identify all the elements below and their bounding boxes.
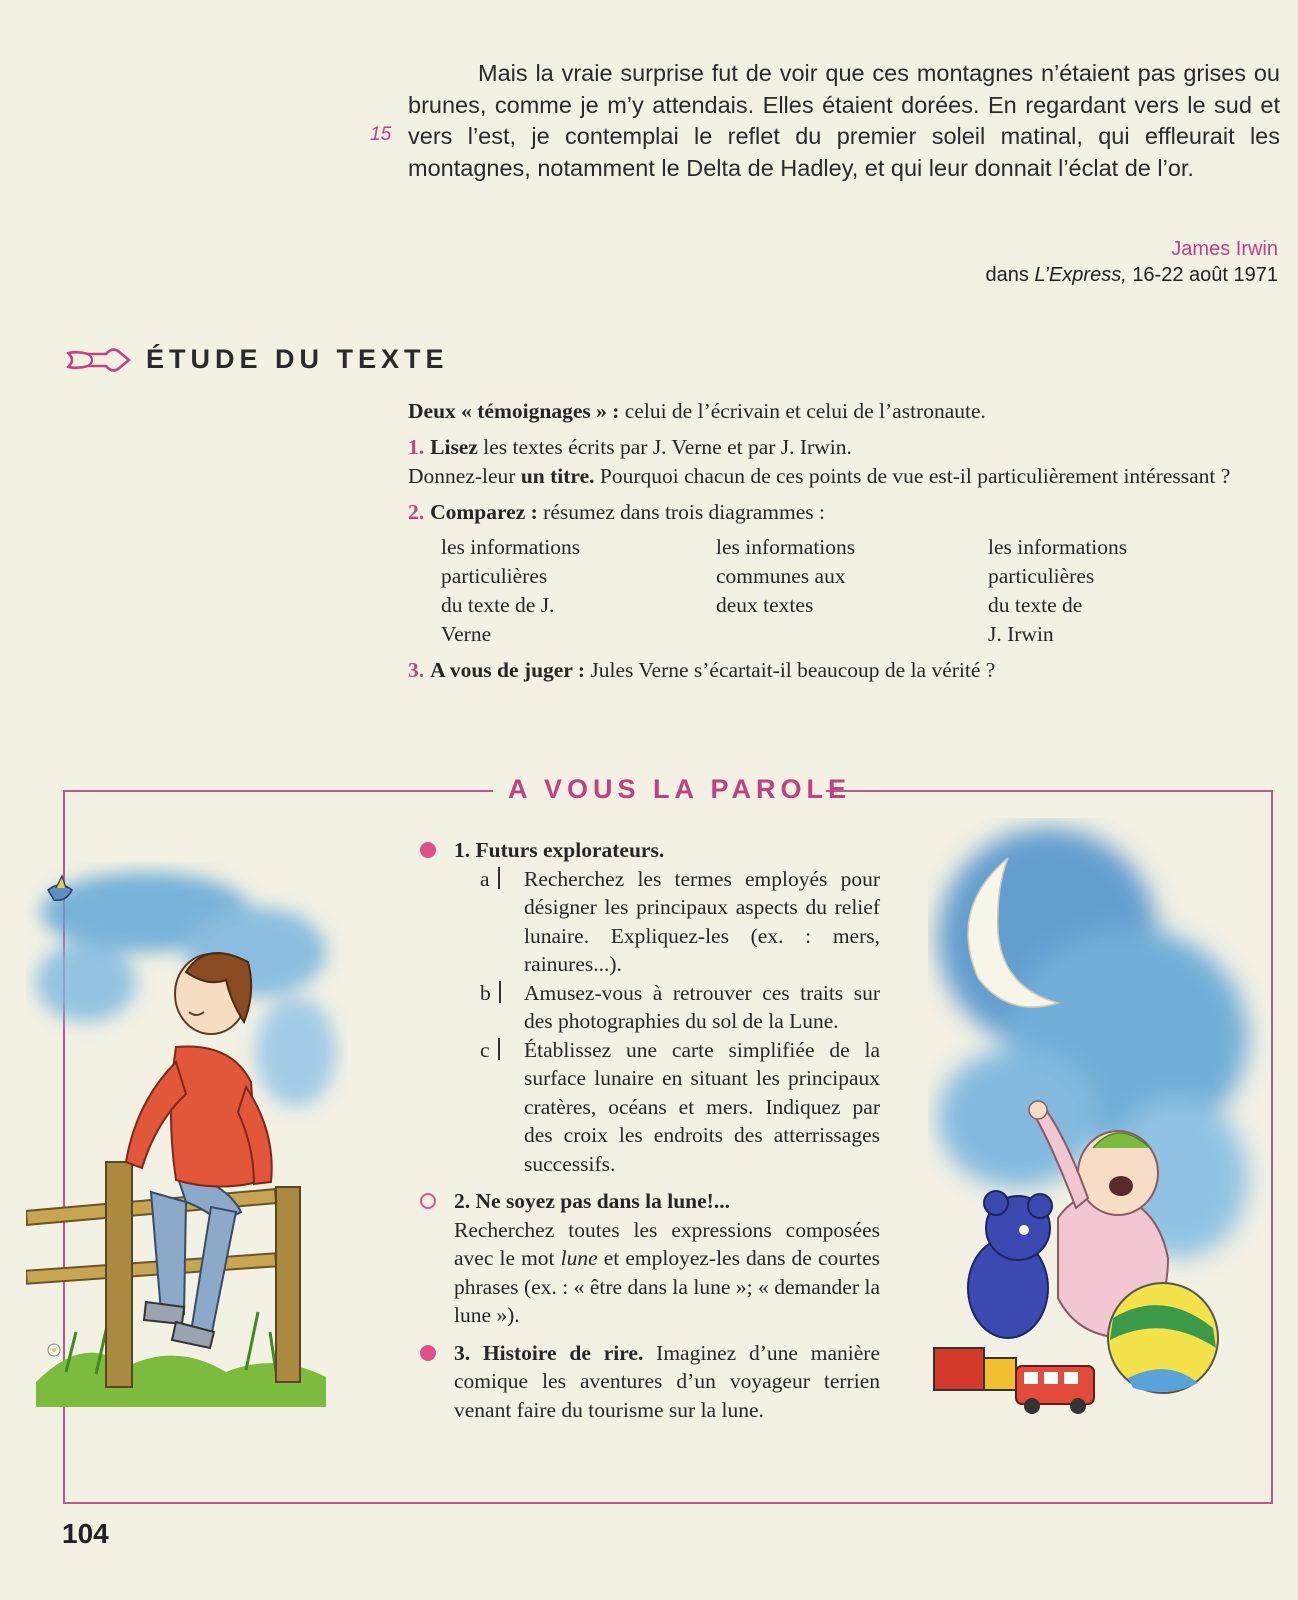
arrow-hand-icon xyxy=(66,345,132,375)
exercise-1b-text: Amusez-vous à retrouver ces traits sur des photographies du sol de la Lune. xyxy=(524,980,880,1033)
diagram-line: les informations xyxy=(441,535,581,559)
question-1-line2-b: Pourquoi chacun de ces points de vue est-il particulièrement intéressant ? xyxy=(599,464,1231,488)
question-1-line2-a: Donnez-leur xyxy=(408,464,516,488)
exercise-2-text-b: et employez-les dans de courtes phrases (ex. : « être dans la lune »; « demander la lune »). xyxy=(454,1246,881,1327)
diagram-line: les informations xyxy=(988,535,1128,559)
etude-section xyxy=(408,397,1280,685)
exercise-1-title: 1. Futurs explorateurs. xyxy=(454,838,665,862)
boy-on-fence-illustration xyxy=(26,862,348,1422)
exercise-1b-letter xyxy=(480,979,524,1036)
exercise-3-title: 3. Histoire de rire. xyxy=(454,1340,644,1365)
attribution xyxy=(986,236,1278,288)
question-2-bold: Comparez : xyxy=(430,500,538,524)
exercise-1c-letter xyxy=(480,1036,524,1179)
diagram-line: du texte de xyxy=(988,593,1083,617)
question-2 xyxy=(408,498,1280,527)
question-3 xyxy=(408,656,1280,685)
exercise-2-text-em: lune xyxy=(560,1246,598,1270)
question-2-rest: résumez dans trois diagrammes : xyxy=(543,500,825,524)
divider-bar xyxy=(498,867,500,889)
parole-exercises xyxy=(420,836,880,1424)
question-1-line2-bold: un titre. xyxy=(520,464,595,488)
question-1-line2 xyxy=(408,462,1280,491)
passage-text xyxy=(408,58,1280,184)
question-1-number: 1. xyxy=(408,435,425,459)
attribution-source-line xyxy=(986,262,1278,288)
etude-title: ÉTUDE DU TEXTE xyxy=(146,344,449,374)
diagram-column-verne xyxy=(441,533,716,649)
question-1-bold: Lisez xyxy=(430,435,478,459)
diagram-column-irwin xyxy=(988,533,1127,649)
baby-moon-illustration xyxy=(928,818,1270,1458)
exercise-3 xyxy=(420,1339,880,1425)
parole-frame-line-left xyxy=(63,790,493,792)
exercise-1c-text: Établissez une carte simplifiée de la surface lunaire en situant les principaux cratères, océans et mers. Indiquez par des croix les endroits des atterrissages successifs. xyxy=(524,1037,880,1176)
etude-intro-bold: Deux « témoignages » : xyxy=(408,399,620,423)
exercise-1 xyxy=(420,836,880,1178)
diagram-line: particulières xyxy=(988,564,1095,588)
bullet-filled-icon xyxy=(420,1345,436,1361)
diagram-line: Verne xyxy=(441,622,492,646)
divider-bar xyxy=(499,981,501,1003)
diagram-line: J. Irwin xyxy=(988,622,1054,646)
etude-heading xyxy=(66,344,449,375)
exercise-1c xyxy=(480,1036,880,1179)
diagram-line: particulières xyxy=(441,564,548,588)
diagram-column-common xyxy=(716,533,988,649)
divider-bar xyxy=(498,1038,500,1060)
parole-frame-line-right xyxy=(826,790,1273,792)
diagram-columns xyxy=(441,533,1280,649)
attribution-author: James Irwin xyxy=(1171,238,1278,260)
letter-label: c xyxy=(480,1037,490,1062)
attribution-prefix: dans xyxy=(985,264,1029,286)
passage-paragraph: Mais la vraie surprise fut de voir que ces montagnes n’étaient pas grises ou brunes, comme je m’y attendais. Elles étaient dorées. En regardant vers le sud et vers l’est, je contemplai le reflet du premier soleil matinal, qui effleurait les montagnes, notamment le Delta de Hadley, et qui leur donnait l’éclat de l’or. xyxy=(408,60,1280,181)
question-2-number: 2. xyxy=(408,500,425,524)
etude-intro xyxy=(408,397,1280,426)
etude-intro-rest: celui de l’écrivain et celui de l’astronaute. xyxy=(624,399,986,423)
exercise-1a xyxy=(480,865,880,979)
exercise-1a-text: Recherchez les termes employés pour désigner les principaux aspects du relief lunaire. Expliquez-les (ex. : mers, rainures...). xyxy=(524,866,880,976)
bullet-hollow-icon xyxy=(420,1193,436,1209)
letter-label: a xyxy=(480,866,490,891)
diagram-line: du texte de J. xyxy=(441,593,555,617)
attribution-source: L’Express, xyxy=(1034,264,1127,286)
question-1-rest: les textes écrits par J. Verne et par J. Irwin. xyxy=(483,435,852,459)
exercise-1a-letter xyxy=(480,865,524,979)
exercise-3-text: Imaginez d’une manière comique les aventures d’un voyageur terrien venant faire du tourisme sur la lune. xyxy=(454,1340,880,1422)
question-3-rest: Jules Verne s’écartait-il beaucoup de la vérité ? xyxy=(590,658,996,682)
question-3-bold: A vous de juger : xyxy=(430,658,586,682)
letter-label: b xyxy=(480,980,491,1005)
diagram-line: les informations xyxy=(716,535,856,559)
attribution-date: 16-22 août 1971 xyxy=(1132,264,1278,286)
exercise-1b xyxy=(480,979,880,1036)
exercise-2-title: 2. Ne soyez pas dans la lune!... xyxy=(454,1189,730,1213)
line-number: 15 xyxy=(370,124,392,145)
question-1 xyxy=(408,433,1280,462)
exercise-2-text-a: Recherchez toutes les expressions composées avec le mot xyxy=(454,1217,880,1270)
exercise-2 xyxy=(420,1187,880,1330)
diagram-line: communes aux xyxy=(716,564,846,588)
diagram-line: deux textes xyxy=(716,593,814,617)
bullet-filled-icon xyxy=(420,842,436,858)
page-number: 104 xyxy=(62,1518,109,1549)
question-3-number: 3. xyxy=(408,658,425,682)
parole-title: A VOUS LA PAROLE xyxy=(508,774,852,804)
